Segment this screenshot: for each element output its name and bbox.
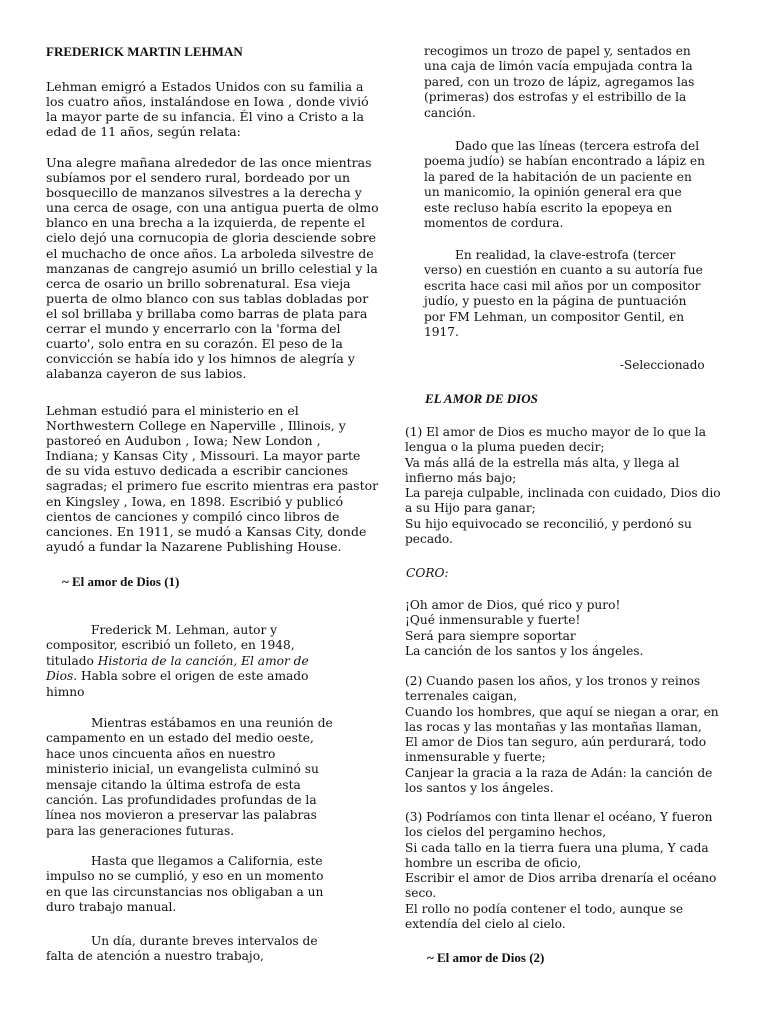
- biography-paragraph: [46, 403, 378, 554]
- text-line: en Kingsley , Iowa, en 1898. Escribió y publicó: [46, 493, 343, 509]
- text-line: por FM Lehman, un compositor Gentil, en: [424, 309, 685, 324]
- text-line: extendía del cielo al cielo.: [405, 917, 566, 932]
- text-line: Cuando los hombres, que aquí se niegan a orar, en: [405, 704, 719, 719]
- story-continuation: [424, 44, 694, 121]
- text-line: una caja de limón vacía empujada contra la: [424, 59, 693, 74]
- text-line: [46, 654, 309, 669]
- text-line: falta de atención a nuestro trabajo,: [46, 949, 264, 964]
- text-line: blanco en una brecha a la izquierda, de repente el: [46, 215, 366, 231]
- text-line: hace unos cincuenta años en nuestro: [46, 746, 276, 761]
- text-line: Dado que las líneas (tercera estrofa del: [455, 139, 700, 153]
- text-line: Su hijo equivocado se reconcilió, y perdonó su: [405, 516, 692, 531]
- text-line: duro trabajo manual.: [46, 900, 177, 915]
- text-line: impulso no se cumplió, y eso en un momento: [46, 869, 324, 884]
- text-line: Si cada tallo en la tierra fuera una pluma, Y cada: [405, 840, 709, 855]
- intro-paragraph: [46, 79, 369, 139]
- text-line: en que las circunstancias nos obligaban a un: [46, 884, 324, 899]
- text-line: el sol brillaba y brillaba como barras de plata para: [46, 305, 368, 321]
- text-line: cielo dejó una cornucopia de gloria desciende sobre: [46, 230, 376, 246]
- text-line: campamento en un estado del medio oeste,: [46, 731, 314, 746]
- text-line: ayudó a fundar la Nazarene Publishing House.: [46, 538, 342, 554]
- text-line: El amor de Dios tan seguro, aún perdurará, todo: [405, 735, 707, 750]
- text-line: Una alegre mañana alrededor de las once mientras: [46, 155, 372, 170]
- text-line: En realidad, la clave-estrofa (tercer: [455, 248, 676, 262]
- text-line: cuarto', solo entra en su corazón. El peso de la: [46, 336, 343, 352]
- text-line: terrenales caigan,: [405, 689, 518, 704]
- text-line: ministerio inicial, un evangelista culminó su: [46, 762, 319, 777]
- text-line: ¡Oh amor de Dios, qué rico y puro!: [405, 598, 621, 612]
- text-line: inmensurable y fuerte;: [405, 750, 546, 765]
- text-line: poema judío) se habían encontrado a lápiz en: [424, 154, 705, 169]
- story-paragraph-4: [46, 934, 318, 965]
- book-title-end: Dios.: [46, 669, 78, 684]
- text-line: escrita hace casi mil años por un compositor: [424, 278, 701, 293]
- text-line: los cuatro años, instalándose en Iowa , donde vivió: [46, 94, 369, 110]
- text-line: (2) Cuando pasen los años, y los tronos y reinos: [405, 674, 701, 688]
- text-line: pecado.: [405, 532, 453, 547]
- text-line: seco.: [405, 886, 437, 901]
- text-line: hombre un escriba de oficio,: [405, 855, 582, 870]
- text-line: subíamos por el sendero rural, bordeado por un: [46, 170, 351, 186]
- text-line: Será para siempre soportar: [405, 628, 576, 643]
- text-line: pastoreó en Audubon , Iowa; New London ,: [46, 433, 321, 449]
- text-line: la mayor parte de su infancia. Él vino a Cristo a la: [46, 109, 364, 125]
- text-line: alabanza cayeron de sus labios.: [46, 366, 247, 382]
- story-paragraph-1: [46, 623, 309, 700]
- text-line: de su vida estuvo dedicada a escribir canciones: [46, 463, 349, 479]
- story-paragraph-2: [46, 716, 333, 839]
- text-line: pared, con un trozo de lápiz, agregamos las: [424, 74, 695, 89]
- article-title: FREDERICK MARTIN LEHMAN: [46, 44, 243, 59]
- text-line: la pared de la habitación de un paciente en: [424, 169, 692, 184]
- text-line: Lehman emigró a Estados Unidos con su familia a: [46, 79, 364, 94]
- text-line: Escribir el amor de Dios arriba drenaría el océano: [405, 871, 717, 886]
- recollection-paragraph: [46, 155, 379, 381]
- text-line: Un día, durante breves intervalos de: [91, 934, 318, 948]
- hymn-verse-3: [405, 810, 716, 932]
- text-line: una cerca de osage, con una antigua puerta de olmo: [46, 200, 379, 216]
- selected-attribution: -Seleccionado: [620, 358, 705, 372]
- text-line: 1917.: [424, 325, 459, 340]
- text-line: el muchacho de once años. La arboleda silvestre de: [46, 245, 374, 261]
- text-line: ¡Qué inmensurable y fuerte!: [405, 613, 581, 628]
- text-line: edad de 11 años, según relata:: [46, 124, 241, 140]
- text-line: judío, y puesto en la página de puntuación: [424, 294, 687, 309]
- hymn-title: EL AMOR DE DIOS: [425, 391, 538, 406]
- text-line: himno: [46, 684, 85, 699]
- text-line: Indiana; y Kansas City , Missouri. La mayor parte: [46, 448, 361, 464]
- text-line: para las generaciones futuras.: [46, 823, 235, 838]
- text-line: línea nos movieron a preservar las palabras: [46, 808, 317, 823]
- text-line: cerca de osario un brillo sobrenatural. Esa vieja: [46, 275, 351, 291]
- text-line: un manicomio, la opinión general era que: [424, 185, 682, 200]
- text-line: manzanas de cangrejo asumió un brillo celestial y la: [46, 260, 378, 276]
- story-paragraph-5: [424, 139, 705, 231]
- text-line: La pareja culpable, inclinada con cuidado, Dios dio: [405, 486, 721, 501]
- text-line: Canjear la gracia a la raza de Adán: la canción de: [405, 765, 713, 780]
- text-line: lengua o la pluma pueden decir;: [405, 440, 605, 455]
- section-heading-2: ~ El amor de Dios (2): [427, 950, 545, 965]
- text-line: canciones. En 1911, se mudó a Kansas City, donde: [46, 523, 367, 539]
- text-line: [46, 669, 309, 684]
- story-paragraph-6: [424, 248, 703, 340]
- text-line: sagradas; el primero fue escrito mientras era pastor: [46, 478, 379, 494]
- section-heading-1: ~ El amor de Dios (1): [62, 574, 180, 589]
- text-line: Northwestern College en Naperville , Illinois, y: [46, 418, 346, 434]
- text-line: El rollo no podía contener el todo, aunque se: [405, 901, 684, 916]
- text-line: los cielos del pergamino hechos,: [405, 825, 607, 840]
- text-line: mensaje citando la última estrofa de esta: [46, 777, 301, 792]
- text-line: este recluso había escrito la epopeya en: [424, 200, 673, 215]
- book-title: Historia de la canción, El amor de: [97, 653, 309, 668]
- text-line: (3) Podríamos con tinta llenar el océano, Y fueron: [405, 810, 713, 824]
- text-run: Habla sobre el origen de este amado: [77, 669, 309, 684]
- text-line: Hasta que llegamos a California, este: [91, 854, 323, 868]
- text-line: las rocas y las montañas y las montañas llaman,: [405, 719, 702, 734]
- text-line: infierno más bajo;: [405, 470, 517, 485]
- hymn-verse-2: [405, 674, 719, 796]
- text-line: verso) en cuestión en cuanto a su autoría fue: [424, 263, 703, 278]
- text-line: compositor, escribió un folleto, en 1948,: [46, 638, 295, 653]
- text-line: Mientras estábamos en una reunión de: [91, 716, 333, 730]
- text-line: recogimos un trozo de papel y, sentados en: [424, 44, 691, 58]
- text-run: titulado: [46, 653, 98, 668]
- text-line: (primeras) dos estrofas y el estribillo de la: [424, 90, 687, 105]
- text-line: (1) El amor de Dios es mucho mayor de lo que la: [405, 425, 706, 439]
- text-line: cerrar el mundo y encerrarlo con la 'forma del: [46, 321, 341, 337]
- text-line: convicción se había ido y los himnos de alegría y: [46, 351, 355, 367]
- text-line: momentos de cordura.: [424, 216, 564, 231]
- text-line: a su Hijo para ganar;: [405, 501, 536, 516]
- text-line: los santos y los ángeles.: [405, 781, 554, 796]
- text-line: puerta de olmo blanco con sus tablas dobladas por: [46, 290, 369, 306]
- hymn-verse-1: [405, 425, 721, 547]
- chorus-label: CORO:: [406, 566, 449, 580]
- text-line: Lehman estudió para el ministerio en el: [46, 403, 299, 418]
- text-line: bosquecillo de manzanos silvestres a la derecha y: [46, 185, 362, 201]
- text-line: Va más allá de la estrella más alta, y llega al: [405, 455, 680, 470]
- text-line: cientos de canciones y compiló cinco libros de: [46, 508, 340, 524]
- text-line: canción. Las profundidades profundas de la: [46, 793, 317, 808]
- text-line: canción.: [424, 105, 476, 120]
- story-paragraph-3: [46, 854, 323, 916]
- text-line: La canción de los santos y los ángeles.: [405, 643, 644, 658]
- hymn-chorus: [405, 598, 643, 659]
- text-line: Frederick M. Lehman, autor y: [91, 623, 278, 637]
